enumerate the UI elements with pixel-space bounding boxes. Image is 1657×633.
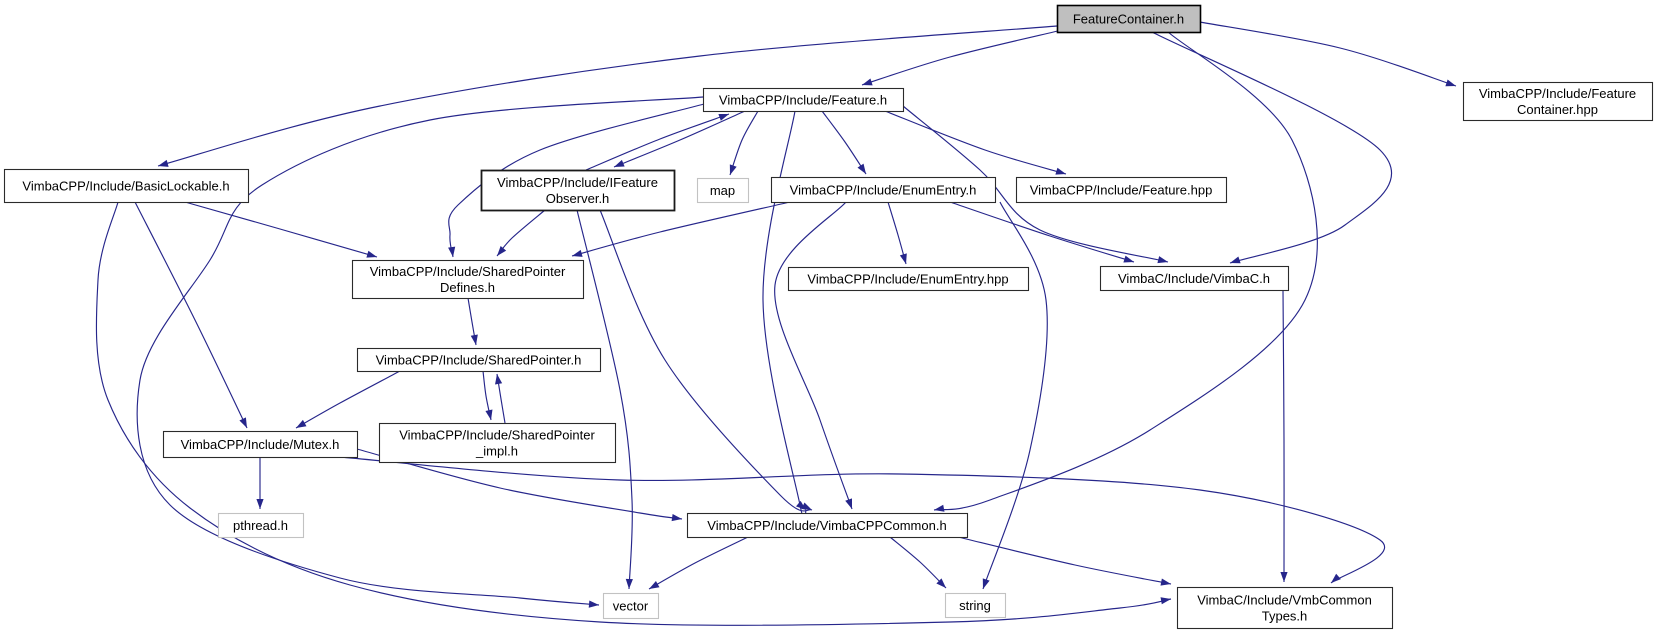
arrowhead bbox=[1123, 256, 1134, 263]
node-feature-hpp[interactable] bbox=[1017, 178, 1227, 203]
arrowhead bbox=[730, 164, 737, 175]
node-vimbacppcommon-h[interactable] bbox=[688, 514, 968, 538]
edge-basiclockable-h-mutex-h bbox=[135, 202, 247, 428]
node-sharedpointerdefines-h[interactable] bbox=[353, 261, 584, 299]
node-label-pthread-h: pthread.h bbox=[233, 517, 288, 533]
edge-sharedpointer-impl-h-sharedpointer-h bbox=[495, 374, 505, 423]
edge-ifeatureobserver-h-vimbacppcommon-h bbox=[600, 210, 812, 511]
arrowhead bbox=[1445, 79, 1456, 86]
arrowhead bbox=[296, 420, 306, 428]
arrowhead bbox=[862, 79, 873, 86]
node-enumentry-hpp[interactable] bbox=[789, 268, 1029, 291]
node-featurecontainer-hpp[interactable] bbox=[1464, 83, 1653, 121]
arrowhead bbox=[485, 409, 492, 420]
node-label-feature-h: VimbaCPP/Include/Feature.h bbox=[718, 92, 888, 107]
node-label-sharedpointer-impl-h: VimbaCPP/Include/SharedPointer _impl.h bbox=[399, 427, 595, 458]
edge-enumentry-h-vimbac-h bbox=[950, 202, 1134, 262]
edge-basiclockable-h-vmbcommontypes-h bbox=[96, 202, 1171, 625]
edge-ifeatureobserver-h-sharedpointerdefines-h bbox=[497, 210, 545, 256]
arrowhead bbox=[672, 514, 682, 521]
node-label-vimbac-h: VimbaC/Include/VimbaC.h bbox=[1118, 270, 1270, 286]
edge-ifeatureobserver-h-feature-h bbox=[586, 114, 729, 170]
node-string[interactable] bbox=[946, 594, 1006, 618]
arrowhead bbox=[858, 164, 866, 174]
arrowhead bbox=[256, 499, 263, 509]
node-label-enumentry-hpp: VimbaCPP/Include/EnumEntry.hpp bbox=[807, 271, 1009, 286]
node-label-sharedpointerdefines-h: VimbaCPP/Include/SharedPointer Defines.h bbox=[369, 263, 566, 295]
node-map[interactable] bbox=[698, 179, 749, 203]
node-sharedpointer-h[interactable] bbox=[358, 349, 601, 372]
edge-vimbacppcommon-h-vector bbox=[649, 537, 748, 589]
node-label-vector: vector bbox=[612, 598, 649, 613]
arrowhead bbox=[1160, 579, 1171, 586]
arrowhead bbox=[471, 335, 478, 345]
node-label-ifeatureobserver-h: VimbaCPP/Include/IFeature Observer.h bbox=[497, 174, 658, 206]
arrowhead bbox=[845, 498, 852, 509]
node-pthread-h[interactable] bbox=[219, 514, 304, 538]
edge-sharedpointer-h-sharedpointer-impl-h bbox=[483, 371, 492, 420]
edge-sharedpointerdefines-h-sharedpointer-h bbox=[468, 298, 478, 345]
node-mutex-h[interactable] bbox=[164, 432, 358, 458]
node-label-enumentry-h: VimbaCPP/Include/EnumEntry.h bbox=[789, 182, 977, 197]
edge-feature-h-enumentry-h bbox=[822, 111, 866, 174]
node-sharedpointer-impl-h[interactable] bbox=[380, 424, 616, 463]
arrowhead bbox=[1280, 572, 1287, 582]
edge-vimbac-h-vmbcommontypes-h bbox=[1280, 290, 1287, 582]
edge-sharedpointer-h-mutex-h bbox=[296, 371, 400, 428]
arrowhead bbox=[934, 505, 944, 512]
edge-vimbacppcommon-h-string bbox=[890, 537, 946, 588]
node-featurecontainer-h[interactable] bbox=[1058, 6, 1201, 33]
arrowhead bbox=[1230, 256, 1241, 263]
node-vmbcommontypes-h[interactable] bbox=[1178, 588, 1393, 629]
arrowhead bbox=[495, 374, 502, 384]
edge-feature-h-feature-hpp bbox=[885, 111, 1066, 175]
node-enumentry-h[interactable] bbox=[772, 178, 996, 203]
arrowhead bbox=[718, 114, 729, 121]
node-label-featurecontainer-hpp: VimbaCPP/Include/Feature Container.hpp bbox=[1478, 85, 1637, 117]
node-basiclockable-h[interactable] bbox=[5, 170, 249, 203]
edge-feature-h-vimbacppcommon-h bbox=[763, 111, 806, 522]
edge-feature-h-ifeatureobserver-h bbox=[614, 111, 745, 167]
node-layer bbox=[5, 6, 1653, 629]
node-label-mutex-h: VimbaCPP/Include/Mutex.h bbox=[180, 436, 340, 452]
edge-featurecontainer-h-basiclockable-h bbox=[158, 26, 1057, 167]
arrowhead bbox=[497, 246, 506, 256]
arrowhead bbox=[366, 251, 377, 258]
arrowhead bbox=[589, 601, 599, 608]
edge-feature-h-map bbox=[730, 111, 758, 175]
arrowhead bbox=[1157, 256, 1168, 263]
node-label-featurecontainer-h: FeatureContainer.h bbox=[1072, 11, 1185, 26]
arrowhead bbox=[448, 247, 455, 257]
arrowhead bbox=[1161, 597, 1171, 604]
edge-featurecontainer-h-vimbac-h bbox=[1152, 32, 1392, 263]
edge-featurecontainer-h-featurecontainer-hpp bbox=[1200, 22, 1456, 86]
node-label-vmbcommontypes-h: VimbaC/Include/VmbCommon Types.h bbox=[1197, 592, 1372, 623]
arrowhead bbox=[983, 578, 990, 589]
arrowhead bbox=[801, 502, 812, 510]
node-label-basiclockable-h: VimbaCPP/Include/BasicLockable.h bbox=[22, 178, 230, 193]
arrowhead bbox=[626, 579, 633, 589]
edge-enumentry-h-enumentry-hpp bbox=[888, 202, 907, 264]
edge-ifeatureobserver-h-vector bbox=[577, 210, 633, 589]
node-label-sharedpointer-h: VimbaCPP/Include/SharedPointer.h bbox=[375, 352, 582, 367]
arrowhead bbox=[1331, 574, 1341, 583]
edge-enumentry-h-string bbox=[983, 202, 1047, 589]
arrowhead bbox=[900, 253, 907, 264]
node-feature-h[interactable] bbox=[704, 89, 904, 112]
edge-basiclockable-h-sharedpointerdefines-h bbox=[185, 202, 377, 258]
edge-vimbacppcommon-h-vmbcommontypes-h bbox=[958, 537, 1171, 586]
node-label-string: string bbox=[959, 597, 991, 613]
arrowhead bbox=[1055, 168, 1066, 175]
arrowhead bbox=[239, 417, 247, 428]
node-vimbac-h[interactable] bbox=[1101, 267, 1289, 291]
edge-enumentry-h-vimbacppcommon-h bbox=[775, 202, 852, 509]
node-label-map: map bbox=[709, 182, 736, 198]
node-ifeatureobserver-h[interactable] bbox=[482, 171, 675, 211]
node-label-vimbacppcommon-h: VimbaCPP/Include/VimbaCPPCommon.h bbox=[707, 517, 947, 533]
node-label-feature-hpp: VimbaCPP/Include/Feature.hpp bbox=[1029, 182, 1213, 197]
arrowhead bbox=[158, 160, 169, 167]
edge-mutex-h-pthread-h bbox=[256, 457, 263, 509]
arrowhead bbox=[572, 250, 583, 257]
arrowhead bbox=[649, 581, 659, 589]
node-vector[interactable] bbox=[604, 594, 659, 619]
arrowhead bbox=[614, 160, 625, 167]
